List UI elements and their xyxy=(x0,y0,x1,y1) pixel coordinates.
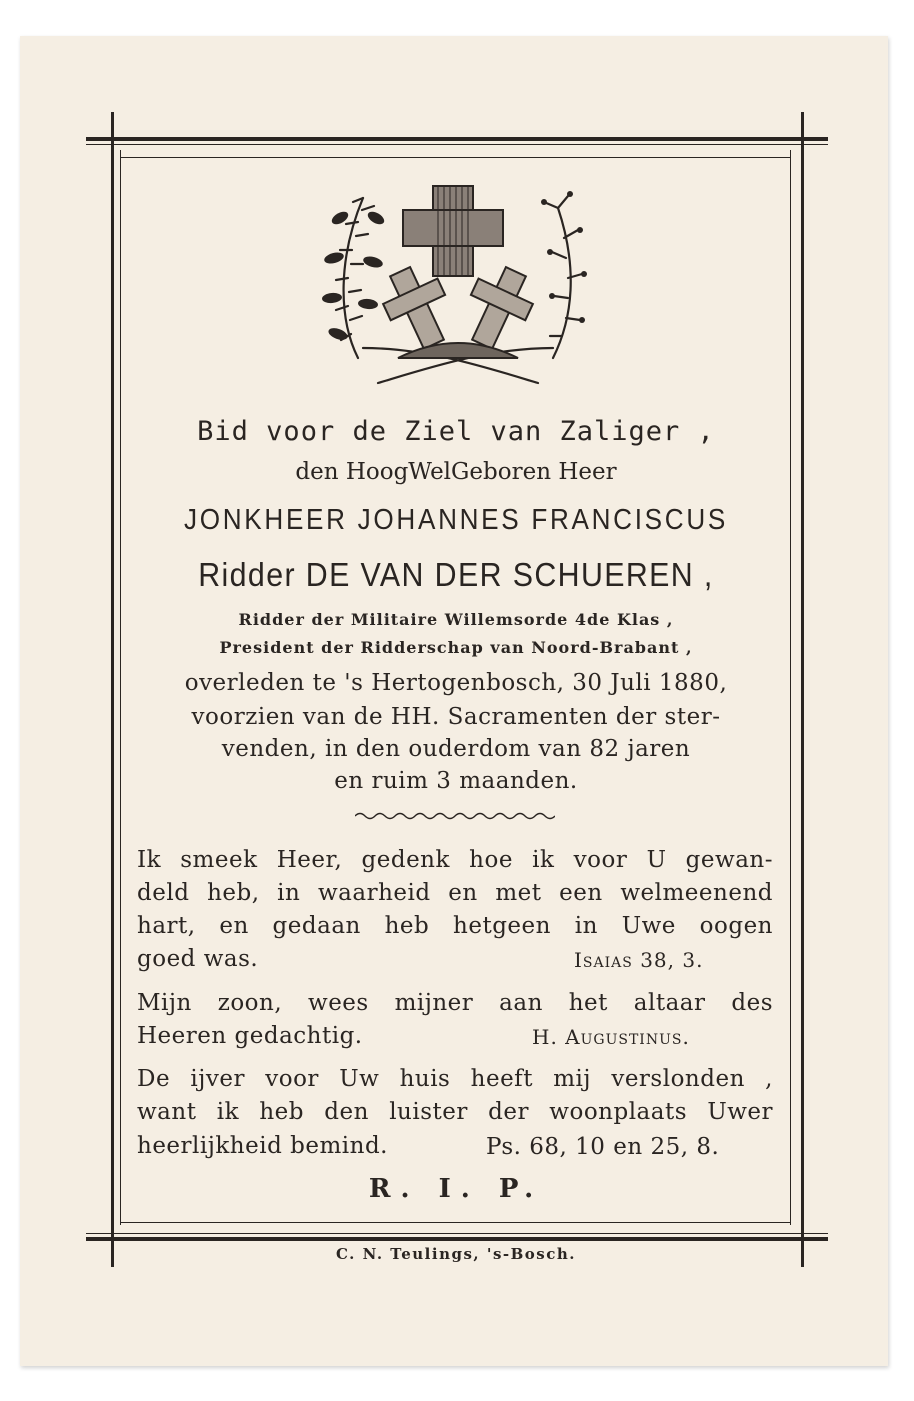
wave-divider xyxy=(355,811,555,821)
crossed-crosses-wreath-icon xyxy=(318,178,598,400)
quote-last-line: goed was. xyxy=(137,946,259,972)
quote-last-line: Heeren gedachtig. xyxy=(137,1023,363,1049)
quote-reference: H. Augustinus. xyxy=(532,1025,690,1049)
frame-right-outer xyxy=(801,112,804,1267)
death-line: en ruim 3 maanden. xyxy=(334,768,578,794)
frame-bottom-inner xyxy=(120,1222,791,1223)
full-name: JONKHEER JOHANNES FRANCISCUS xyxy=(183,504,729,536)
office-line: President der Ridderschap van Noord-Brabant , xyxy=(219,638,693,657)
quote-reference: Isaias 38, 3. xyxy=(574,948,704,972)
frame-top-inner xyxy=(120,157,791,158)
quote-line: Ik smeek Heer, gedenk hoe ik voor U gewan- xyxy=(137,847,773,873)
printer-imprint: C. N. Teulings, 's-Bosch. xyxy=(335,1245,577,1263)
bottom-double-rule xyxy=(86,1233,828,1241)
quote-line: deld heb, in waarheid en met een welmeenend xyxy=(137,880,773,906)
death-line: overleden te 's Hertogenbosch, 30 Juli 1880, xyxy=(184,670,728,696)
quote-line: Mijn zoon, wees mijner aan het altaar des xyxy=(137,990,773,1016)
invocation: Bid voor de Ziel van Zaliger , xyxy=(197,416,715,447)
quote-line: want ik heb den luister der woonplaats Uwer xyxy=(137,1099,773,1125)
quote-line: hart, en gedaan heb hetgeen in Uwe oogen xyxy=(137,913,773,939)
quote-last-line: heerlijkheid bemind. xyxy=(137,1133,388,1159)
rip-closing: R. I. P. xyxy=(368,1174,544,1204)
death-line: voorzien van de HH. Sacramenten der ster- xyxy=(191,704,721,730)
frame-right-inner xyxy=(790,150,791,1225)
top-double-rule xyxy=(86,137,828,145)
order-line: Ridder der Militaire Willemsorde 4de Klas , xyxy=(238,610,674,629)
frame-left-inner xyxy=(120,150,121,1225)
quote-reference: Ps. 68, 10 en 25, 8. xyxy=(486,1134,720,1160)
quote-line: De ijver voor Uw huis heeft mij verslonden , xyxy=(137,1066,773,1092)
death-line: venden, in den ouderdom van 82 jaren xyxy=(221,736,691,762)
title-line: Ridder DE VAN DER SCHUEREN , xyxy=(198,556,714,593)
frame-left-outer xyxy=(111,112,114,1267)
honorific: den HoogWelGeboren Heer xyxy=(295,459,617,485)
